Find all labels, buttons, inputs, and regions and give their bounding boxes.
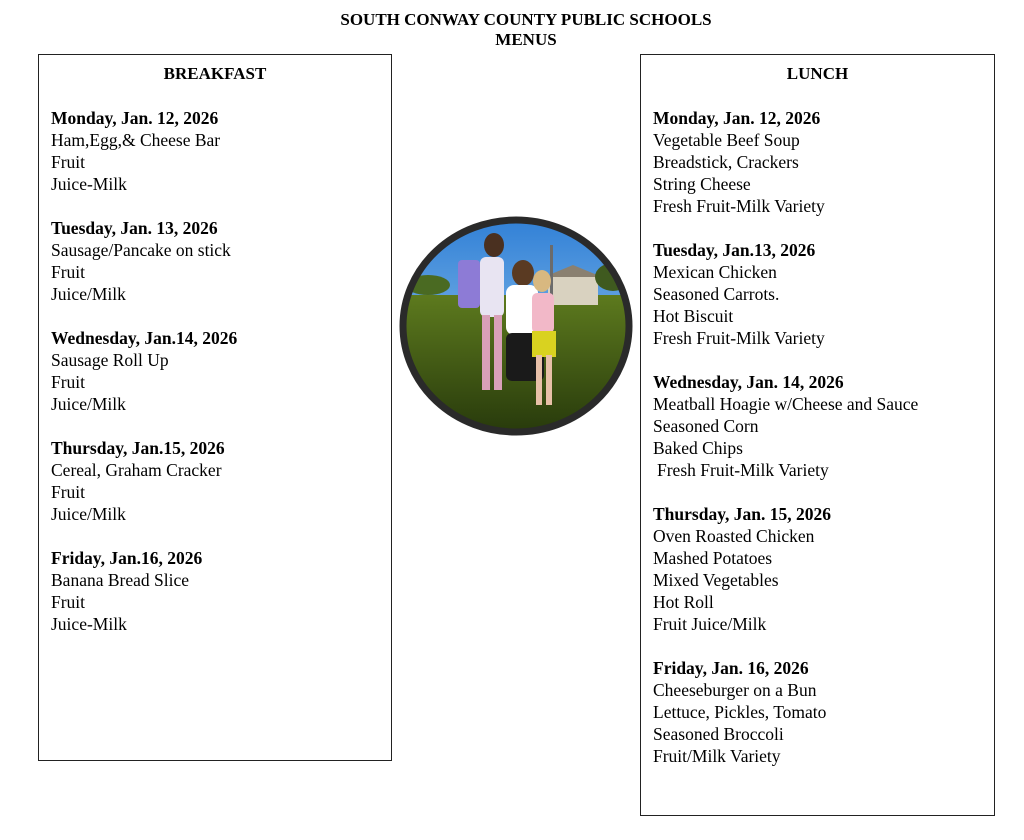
family-photo [398,215,634,437]
menu-item: Juice/Milk [51,284,126,304]
menu-item: Fresh Fruit-Milk Variety [657,460,829,480]
menu-item: Mixed Vegetables [653,570,779,590]
lunch-day-friday [653,657,994,767]
menu-item: Seasoned Carrots. [653,284,780,304]
breakfast-days [39,107,391,635]
menu-item: Hot Biscuit [653,306,734,326]
lunch-day-thursday [653,503,994,635]
menu-item: Fruit [51,592,86,612]
breakfast-day-tuesday [51,217,391,305]
menu-item: Vegetable Beef Soup [653,130,800,150]
menu-item: Fruit [51,152,86,172]
menu-item: Banana Bread Slice [51,570,190,590]
lunch-day-date: Monday, Jan. 12, 2026 [653,108,821,128]
title-school-name: SOUTH CONWAY COUNTY PUBLIC SCHOOLS [340,10,712,29]
breakfast-day-date: Wednesday, Jan.14, 2026 [51,328,238,348]
menu-item: Cereal, Graham Cracker [51,460,222,480]
menu-item: Mexican Chicken [653,262,777,282]
title-menus: MENUS [495,30,557,49]
menu-item: Fresh Fruit-Milk Variety [653,196,825,216]
menu-item: Fresh Fruit-Milk Variety [653,328,825,348]
menu-item: Juice-Milk [51,614,127,634]
menu-item: Fruit Juice/Milk [653,614,767,634]
lunch-day-date: Friday, Jan. 16, 2026 [653,658,809,678]
menu-item: Juice-Milk [51,174,127,194]
menu-item: Juice/Milk [51,504,126,524]
breakfast-day-date: Friday, Jan.16, 2026 [51,548,203,568]
menu-item: Breadstick, Crackers [653,152,799,172]
lunch-day-monday [653,107,994,217]
menu-item: Mashed Potatoes [653,548,773,568]
menu-item: Lettuce, Pickles, Tomato [653,702,827,722]
menu-item: Ham,Egg,& Cheese Bar [51,130,221,150]
lunch-day-wednesday [653,371,994,481]
breakfast-day-date: Tuesday, Jan. 13, 2026 [51,218,218,238]
menu-item: Sausage Roll Up [51,350,169,370]
menu-item: Hot Roll [653,592,714,612]
page-title [0,10,1024,50]
lunch-day-date: Thursday, Jan. 15, 2026 [653,504,831,524]
menu-item: Juice/Milk [51,394,126,414]
lunch-days [641,107,994,767]
breakfast-day-wednesday [51,327,391,415]
menu-item: Fruit/Milk Variety [653,746,781,766]
breakfast-day-thursday [51,437,391,525]
menu-item: Oven Roasted Chicken [653,526,815,546]
breakfast-day-date: Thursday, Jan.15, 2026 [51,438,225,458]
menu-item: Meatball Hoagie w/Cheese and Sauce [653,394,919,414]
lunch-day-date: Tuesday, Jan.13, 2026 [653,240,816,260]
breakfast-heading: BREAKFAST [163,64,267,83]
menu-item: Baked Chips [653,438,743,458]
menu-item: Fruit [51,372,86,392]
lunch-panel [640,54,995,816]
menu-item: Cheeseburger on a Bun [653,680,817,700]
menu-item: String Cheese [653,174,751,194]
lunch-heading: LUNCH [786,64,849,83]
breakfast-day-monday [51,107,391,195]
menu-item: Fruit [51,482,86,502]
lunch-day-date: Wednesday, Jan. 14, 2026 [653,372,844,392]
breakfast-day-friday [51,547,391,635]
lunch-day-tuesday [653,239,994,349]
menu-item: Sausage/Pancake on stick [51,240,231,260]
menu-item: Seasoned Corn [653,416,759,436]
breakfast-panel [38,54,392,761]
menu-item: Seasoned Broccoli [653,724,784,744]
menu-item: Fruit [51,262,86,282]
breakfast-day-date: Monday, Jan. 12, 2026 [51,108,219,128]
